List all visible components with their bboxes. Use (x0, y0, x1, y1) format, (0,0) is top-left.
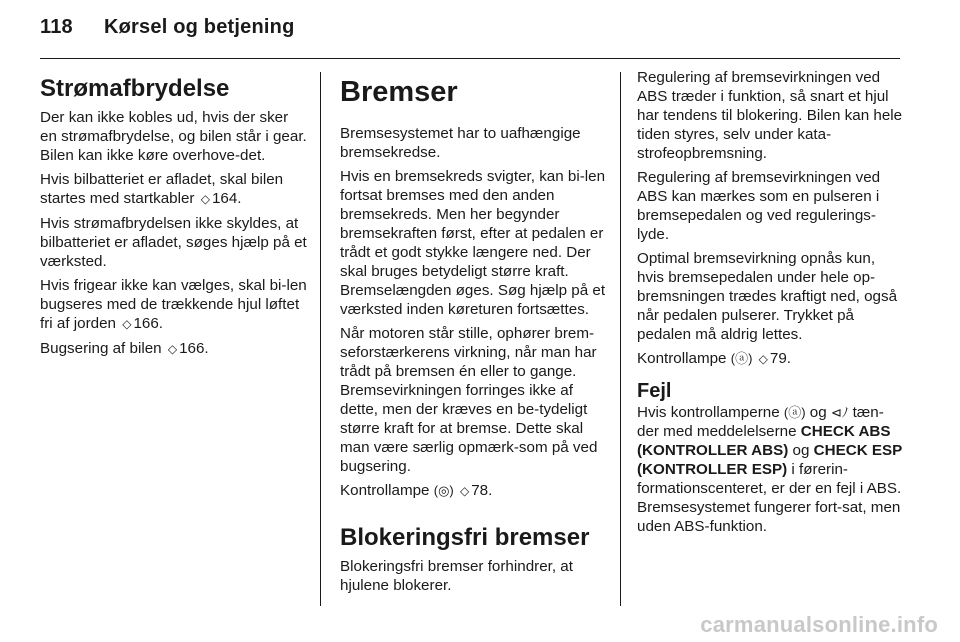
heading-stroemafbrydelse: Strømafbrydelse (40, 75, 230, 102)
bold-message: CHECK ESP (KONTROLLER ESP) (637, 442, 903, 478)
page-ref-link[interactable]: 79. (769, 350, 791, 367)
paragraph: Når motoren står stille, ophører brem-seforstærkerens virkning, når man har trådt på bremsen én eller to gange. Bremsevirkningen forringes ikke af dette, men der kræves en be-tydeligt større kraft for at bremse. Dette skal man være særlig opmærk-som på ved bugsering. (340, 325, 598, 475)
section-title: Kørsel og betjening (104, 16, 295, 38)
page-number: 118 (40, 16, 73, 38)
paragraph: Bugsering af bilen ◇ 166. (40, 340, 209, 357)
paragraph: Bremsesystemet har to uafhængige bremsekredse. (340, 125, 581, 161)
column-3 (637, 68, 903, 541)
heading-bremser: Bremser (340, 76, 458, 108)
paragraph: Regulering af bremsevirkningen ved ABS træder i funktion, så snart et hjul har tendens til blokering. Bilen kan hele tiden styres, selv under kata-strofeopbremsning. (637, 69, 903, 162)
column-divider-1 (320, 72, 321, 606)
header-divider (40, 58, 900, 59)
esp-warning-icon: ⊲ﾉ (830, 405, 849, 420)
bold-message: CHECK ABS (KONTROLLER ABS) (637, 423, 891, 459)
abs-warning-icon: (ⓐ) (730, 351, 753, 366)
paragraph: Hvis frigear ikke kan vælges, skal bi-len bugseres med de trækkende hjul løftet fri af jorden ◇ 166. (40, 277, 307, 332)
paragraph: Der kan ikke kobles ud, hvis der sker en strømafbrydelse, og bilen står i gear. Bilen kan ikke køre overhove-det. (40, 109, 307, 164)
page-ref-icon: ◇ (758, 352, 768, 366)
page-ref-icon: ◇ (122, 317, 132, 331)
page-ref-link[interactable]: 166. (133, 315, 164, 332)
paragraph: Optimal bremsevirkning opnås kun, hvis bremsepedalen under hele op-bremsningen trædes kraftigt ned, også når pedalen pulserer. Trykket på pedalen må aldrig lettes. (637, 250, 898, 343)
paragraph: Kontrollampe (ⓐ) ◇ 79. (637, 350, 791, 367)
paragraph: Hvis kontrollamperne (ⓐ) og ⊲ﾉ tæn-der med meddelelserne CHECK ABS (KONTROLLER ABS) og CHECK ESP (KONTROLLER ESP) i førerin-formationscenteret, er der en fejl i ABS. Bremsesystemet fungerer fort-sat, men uden ABS-funktion. (637, 404, 903, 535)
page-ref-link[interactable]: 164. (211, 190, 242, 207)
page-ref-icon: ◇ (167, 342, 178, 356)
paragraph: Regulering af bremsevirkningen ved ABS kan mærkes som en pulseren i bremsepedalen og ved regulerings-lyde. (637, 169, 881, 243)
paragraph: Kontrollampe (◎) ◇ 78. (340, 482, 493, 499)
paragraph: Hvis strømafbrydelsen ikke skyldes, at bilbatteriet er afladet, søges hjælp på et værksted. (40, 215, 307, 270)
page-ref-link[interactable]: 78. (471, 482, 493, 499)
heading-fejl: Fejl (637, 380, 672, 402)
page-header (40, 16, 294, 39)
column-1 (40, 68, 308, 364)
column-divider-2 (620, 72, 621, 606)
watermark: carmanualsonline.info (700, 612, 938, 637)
heading-blokeringsfri-bremser: Blokeringsfri bremser (340, 524, 590, 551)
page-ref-icon: ◇ (459, 484, 470, 498)
abs-warning-icon: (ⓐ) (783, 405, 806, 420)
page-ref-icon: ◇ (200, 192, 210, 206)
paragraph: Blokeringsfri bremser forhindrer, at hjulene blokerer. (340, 558, 573, 594)
column-2 (340, 68, 606, 600)
page-ref-link[interactable]: 166. (179, 340, 209, 357)
paragraph: Hvis bilbatteriet er afladet, skal bilen startes med startkabler ◇ 164. (40, 171, 284, 207)
paragraph: Hvis en bremsekreds svigter, kan bi-len fortsat bremses med den anden bremsekreds. Men her begynder bremsekraften først, efter at pedalen er trådt et godt stykke længere ned. Der skal bruges betydeligt større kraft. Bremselængden øges. Søg hjælp på et værksted inden køreturen fortsættes. (340, 168, 606, 318)
brake-warning-icon: (◎) (433, 483, 454, 498)
